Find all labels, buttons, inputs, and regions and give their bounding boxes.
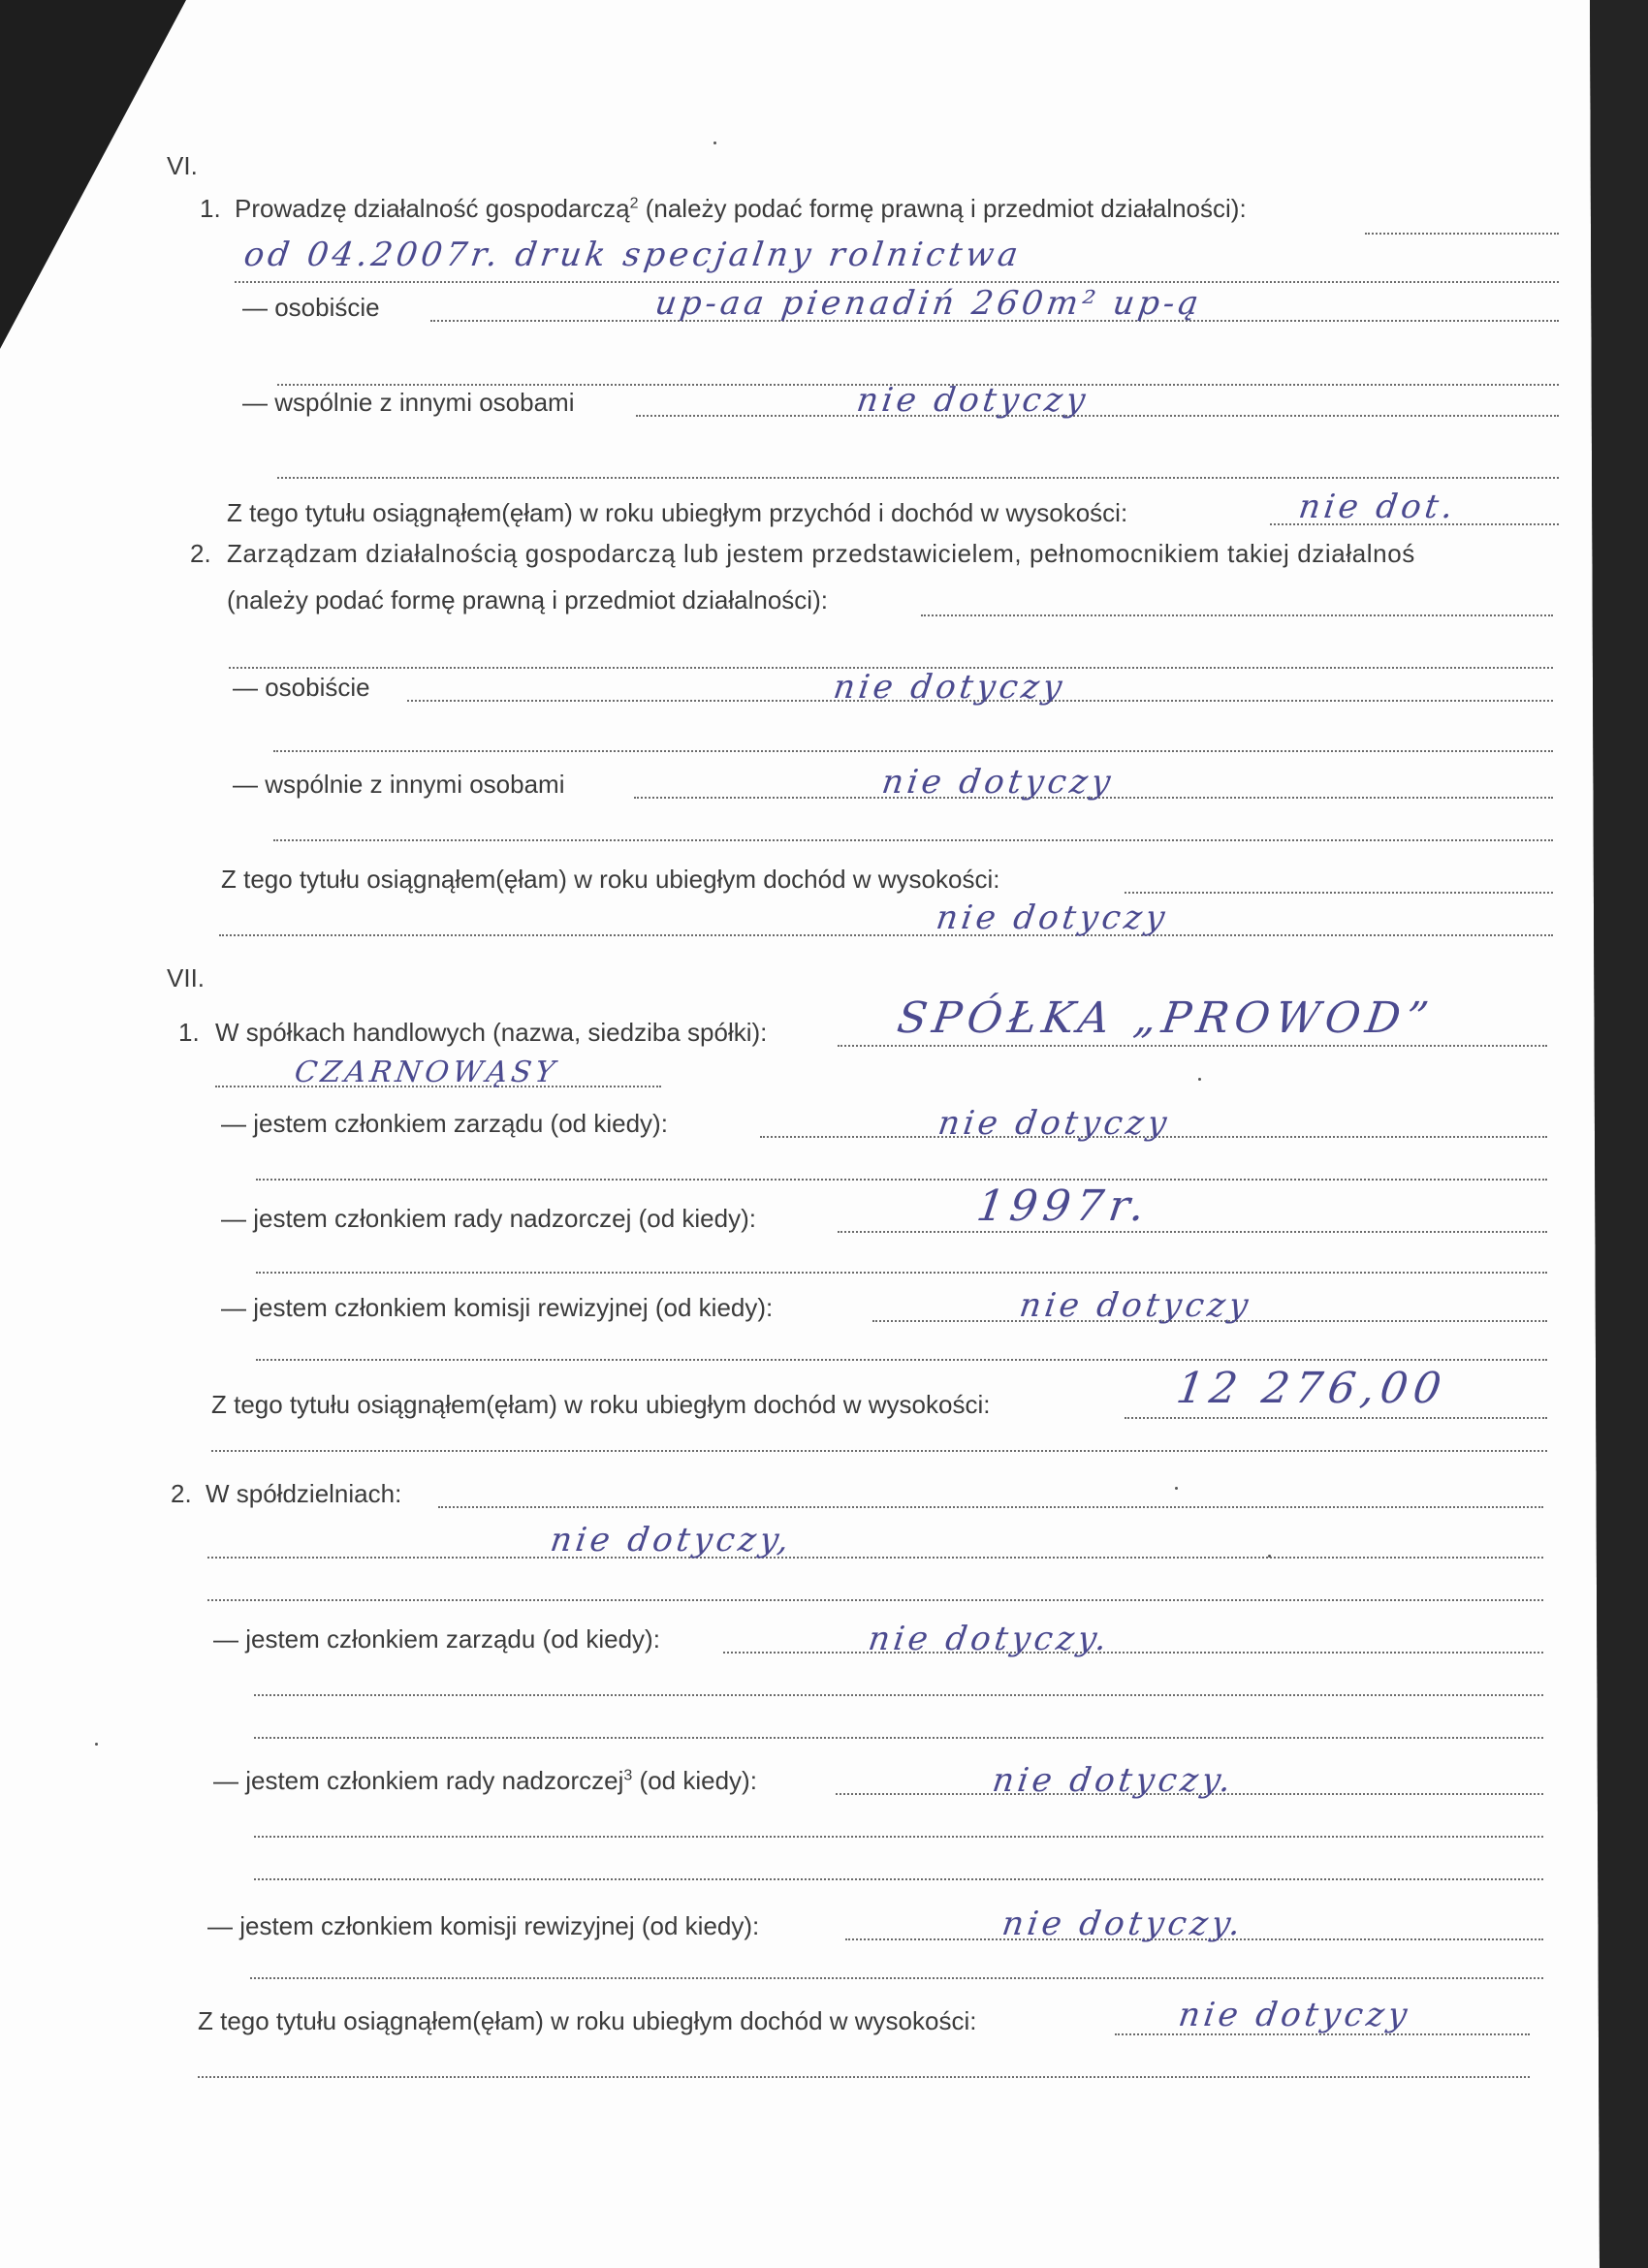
dotted-line [254, 1737, 1543, 1739]
vii-item2-zarzad-label: — jestem członkiem zarządu (od kiedy): [213, 1624, 660, 1654]
dotted-line [219, 934, 1553, 936]
dotted-line [1125, 892, 1553, 894]
vii-item2-label: W spółdzielniach: [206, 1479, 402, 1508]
vii-item1-label: W spółkach handlowych (nazwa, siedziba spółki): [215, 1018, 768, 1047]
vi-item2-osobiscie-handwriting: nie dotyczy [831, 668, 1068, 707]
dotted-line [254, 1836, 1543, 1838]
vi-item2-income-label: Z tego tytułu osiągnąłem(ęłam) w roku ubiegłym dochód w wysokości: [221, 865, 1000, 894]
vii-item2-rada-handwriting: nie dotyczy. [990, 1761, 1238, 1800]
vi-item1-number: 1. [200, 194, 221, 223]
scan-speck [713, 142, 716, 144]
vi-income-handwriting: nie dot. [1296, 488, 1460, 526]
dotted-line [921, 614, 1553, 616]
vii-item2-rada-label-b: (od kiedy): [639, 1766, 757, 1795]
vii-income-handwriting: 12 276,00 [1173, 1364, 1450, 1413]
dotted-line [207, 1599, 1543, 1601]
vii-item1-number: 1. [178, 1018, 200, 1047]
scan-speck [1268, 1555, 1271, 1558]
dotted-line [250, 1977, 1543, 1979]
vi-item2-line1: Zarządzam działalnością gospodarczą lub jestem przedstawicielem, pełnomocnikiem takiej działalnoś [227, 539, 1415, 568]
dotted-line [211, 1450, 1547, 1452]
dotted-line [723, 1652, 1543, 1654]
dotted-line [636, 415, 1559, 417]
vii-item2-rada-label [213, 1766, 757, 1795]
dotted-line [207, 1557, 1543, 1559]
vi-income-label: Z tego tytułu osiągnąłem(ęłam) w roku ubiegłym przychód i dochód w wysokości: [227, 498, 1128, 527]
vi-item2-number: 2. [190, 539, 211, 568]
vi-item1-handwriting: od 04.2007r. druk specjalny rolnictwa [241, 236, 1025, 274]
vi-wspolnie-handwriting: nie dotyczy [854, 381, 1092, 420]
scan-speck [95, 1743, 98, 1746]
section-vi-heading: VI. [167, 151, 198, 180]
dotted-line [235, 281, 1559, 283]
dotted-line [438, 1506, 1543, 1508]
dotted-line [273, 839, 1553, 841]
vii-item2-number: 2. [171, 1479, 192, 1508]
dotted-line [254, 1878, 1543, 1880]
vii-item2-komisja-label: — jestem członkiem komisji rewizyjnej (od kiedy): [207, 1911, 760, 1940]
dotted-line [256, 1272, 1547, 1274]
vii-item2-komisja-handwriting: nie dotyczy. [999, 1905, 1248, 1943]
vi-item2-income-handwriting: nie dotyczy [934, 898, 1171, 937]
vii-komisja-handwriting: nie dotyczy [1017, 1286, 1254, 1325]
vii-zarzad-handwriting: nie dotyczy [935, 1104, 1173, 1143]
dotted-line [1125, 1417, 1547, 1419]
dotted-line [273, 750, 1553, 752]
vi-item1-label [235, 194, 1247, 223]
vii-rada-handwriting: 1997r. [973, 1181, 1154, 1231]
vii-komisja-label: — jestem członkiem komisji rewizyjnej (od kiedy): [221, 1293, 774, 1322]
dotted-line [198, 2076, 1530, 2078]
vi-item2-osobiscie-label: — osobiście [233, 673, 370, 702]
vii-item2-handwriting: nie dotyczy, [548, 1521, 796, 1559]
vii-zarzad-label: — jestem członkiem zarządu (od kiedy): [221, 1109, 668, 1138]
vi-item1-label-a: Prowadzę działalność gospodarczą [235, 194, 630, 223]
dotted-line [256, 1179, 1547, 1181]
dotted-line [838, 1045, 1547, 1047]
vii-item2-income-handwriting: nie dotyczy [1176, 1996, 1413, 2034]
dotted-line [838, 1231, 1547, 1233]
dotted-line [256, 1359, 1547, 1361]
scan-speck [1198, 1078, 1201, 1081]
vii-item2-income-label: Z tego tytułu osiągnąłem(ęłam) w roku ubiegłym dochód w wysokości: [198, 2006, 977, 2035]
vii-item2-zarzad-handwriting: nie dotyczy. [866, 1620, 1114, 1658]
scan-speck [1175, 1487, 1178, 1490]
vii-item1-handwriting-company: SPÓŁKA „PROWOD” [894, 993, 1438, 1043]
vi-item2-wspolnie-label: — wspólnie z innymi osobami [233, 770, 565, 799]
section-vii-heading: VII. [167, 963, 206, 992]
footnote-3-marker: 3 [623, 1767, 633, 1784]
vi-osobiscie-handwriting: up-aa pienadiń 260m² up-ą [652, 284, 1205, 323]
vi-item2-wspolnie-handwriting: nie dotyczy [879, 763, 1117, 802]
vii-item1-handwriting-town: CZARNOWĄSY [292, 1055, 561, 1089]
vii-income-label: Z tego tytułu osiągnąłem(ęłam) w roku ubiegłym dochód w wysokości: [211, 1390, 991, 1419]
dotted-line [254, 1694, 1543, 1696]
vii-item2-rada-label-a: — jestem członkiem rady nadzorczej [213, 1766, 624, 1795]
vi-item1-label-b: (należy podać formę prawną i przedmiot działalności): [645, 194, 1247, 223]
vii-rada-label: — jestem członkiem rady nadzorczej (od kiedy): [221, 1204, 756, 1233]
vi-osobiscie-label: — osobiście [242, 293, 380, 322]
footnote-2-marker: 2 [629, 195, 639, 212]
vi-wspolnie-label: — wspólnie z innymi osobami [242, 388, 575, 417]
dotted-line [1365, 233, 1559, 235]
vi-item2-line2: (należy podać formę prawną i przedmiot działalności): [227, 585, 828, 614]
dotted-line [277, 477, 1559, 479]
